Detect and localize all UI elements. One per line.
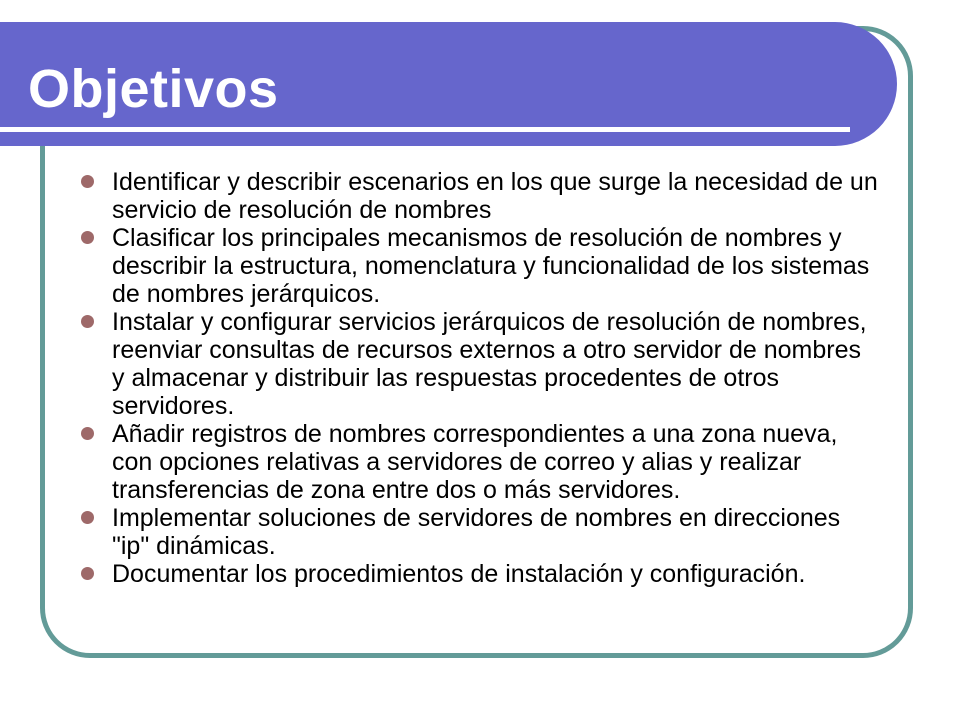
bullet-dot-icon	[81, 315, 94, 328]
bullet-text: Instalar y configurar servicios jerárquicos de resolución de nombres, reenviar consultas de recursos externos a otro servidor de nombres y almacenar y distribuir las respuestas procedentes de otros servidores.	[112, 308, 867, 420]
bullet-item	[80, 560, 880, 588]
bullet-text: Identificar y describir escenarios en los que surge la necesidad de un servicio de resolución de nombres	[112, 168, 878, 224]
bullet-text: Implementar soluciones de servidores de nombres en direcciones "ip" dinámicas.	[112, 504, 841, 560]
bullet-dot-icon	[81, 427, 94, 440]
bullet-dot-icon	[81, 567, 94, 580]
bullet-dot-icon	[81, 231, 94, 244]
bullet-dot-icon	[81, 175, 94, 188]
slide-title: Objetivos	[28, 59, 279, 119]
bullet-item	[80, 308, 880, 420]
bullet-text: Documentar los procedimientos de instalación y configuración.	[112, 560, 806, 588]
bullet-item	[80, 224, 880, 308]
bullet-item	[80, 504, 880, 560]
bullet-list	[80, 168, 880, 588]
bullet-text: Añadir registros de nombres correspondientes a una zona nueva, con opciones relativas a servidores de correo y alias y realizar transferencias de zona entre dos o más servidores.	[112, 420, 838, 504]
title-bar	[0, 22, 897, 146]
bullet-dot-icon	[81, 511, 94, 524]
bullet-item	[80, 420, 880, 504]
bullet-item	[80, 168, 880, 224]
bullet-text: Clasificar los principales mecanismos de resolución de nombres y describir la estructura, nomenclatura y funcionalidad de los sistemas de nombres jerárquicos.	[112, 224, 870, 308]
title-underline	[0, 127, 850, 132]
